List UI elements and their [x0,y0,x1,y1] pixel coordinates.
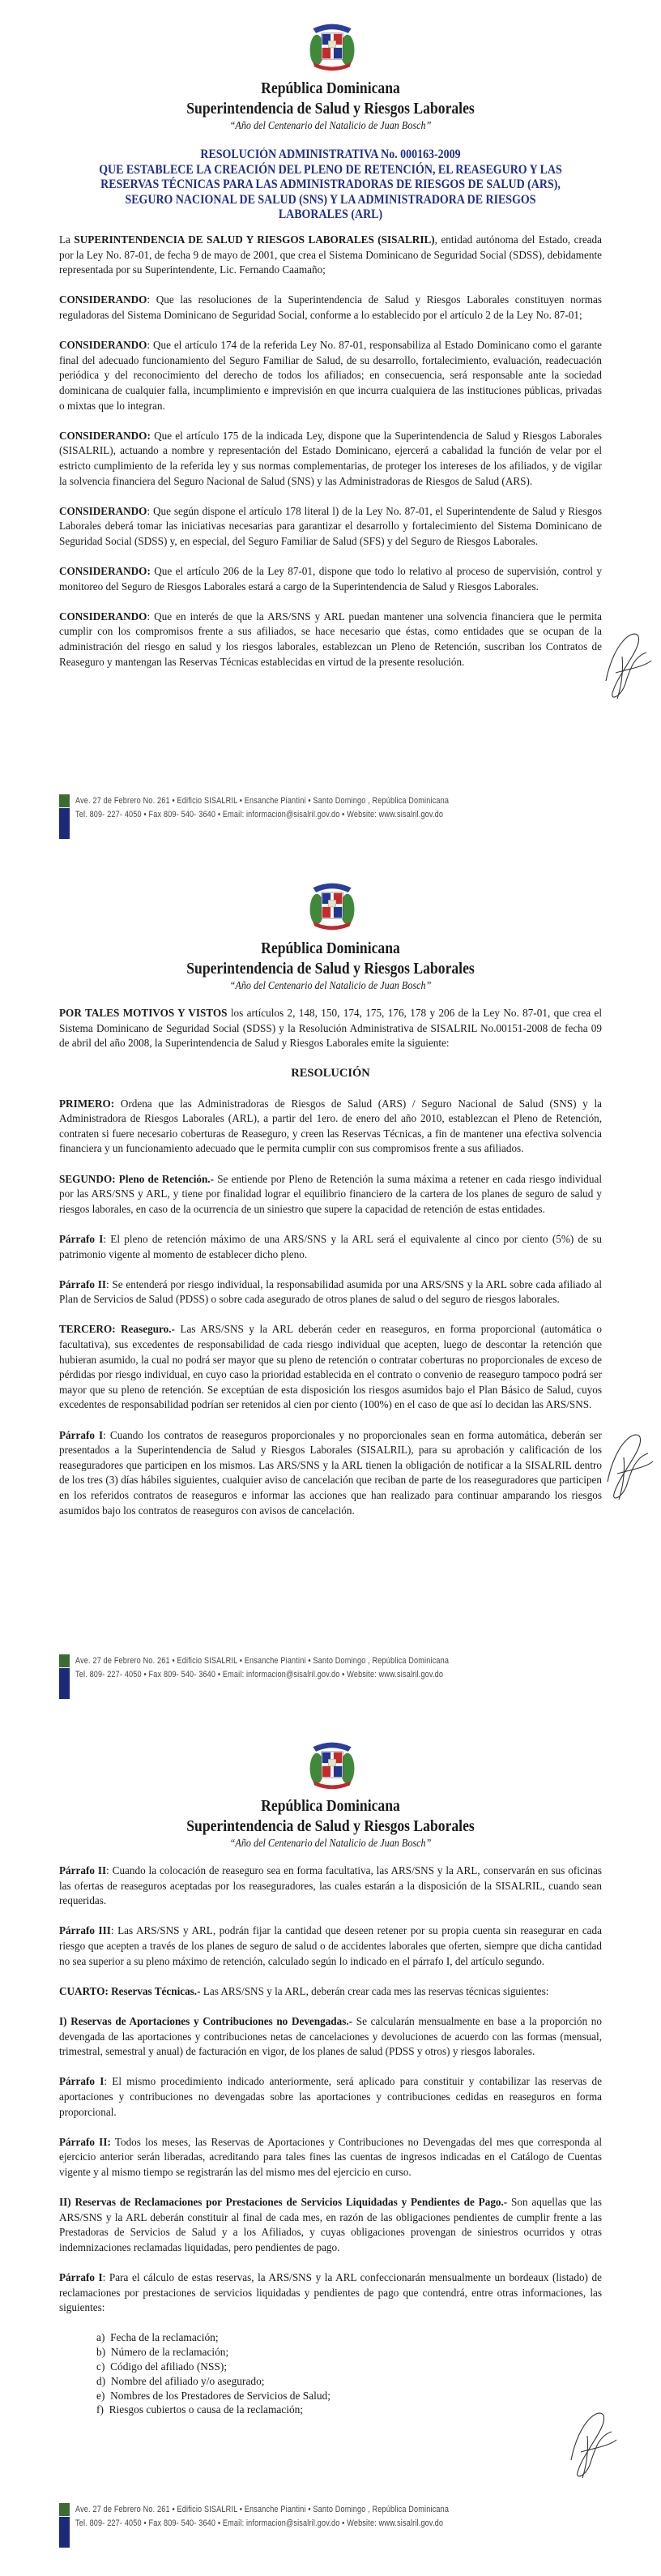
title-line: LABORALES (ARL) [278,208,383,222]
paragraph-text: Son aquellas que las ARS/SNS y la ARL deberán constituir al final de cada mes, en razón de las obligaciones pendientes de cumplir frente a las Prestadoras de Servicios de Salud y a los Afiliados, y cuyas obligaciones provengan de siniestros ocurridos y otras indemnizaciones reclamadas liquidadas, pero pendientes de pago. [59,2196,602,2253]
paragraph-text: Las ARS/SNS y la ARL, deberán crear cada mes las reservas técnicas siguientes: [200,1984,549,1997]
paragraph-text: Número de la reclamación; [110,2346,229,2359]
coat-of-arms-icon [305,18,359,75]
footer-address: Ave. 27 de Febrero No. 261 • Edificio SISALRIL • Ensanche Piantini • Santo Domingo , República Dominicana [75,2505,450,2514]
paragraph-text: Fecha de la reclamación; [110,2331,219,2344]
bold-label: SEGUNDO: Pleno de Retención.- [59,1172,214,1185]
signature-icon [599,1425,656,1506]
paragraph-text: Que el artículo 174 de la referida Ley No. 87-01, responsabiliza al Estado Dominicano como el garante final del adecuado funcionamiento del Seguro Familiar de Salud, de su desarrollo, fortalecimiento, evaluación, readecuación periódica y del reconocimiento del derecho de todos los afiliados; en consecuencia, será responsable ante la sociedad dominicana de cualquier falla, incumplimiento e imprevisión en que incurra cualquiera de las instituciones públicas, privadas o mixtas que lo integran. [59,339,602,412]
por-tales-paragraph [59,1006,602,1051]
paragraph-text: Se calcularán mensualmente en base a la proporción no devengada de las aportaciones y contribuciones netas de cancelaciones y devoluciones de acuerdo con las formas (mensual, trimestral, semestral y anual) de facturación en vigor, de los planes de salud (PDSS y otros) y riesgos laborales. [59,2014,602,2058]
paragraph-text: : Cuando la colocación de reaseguro sea en forma facultativa, las ARS/SNS y la ARL, conservarán en sus oficinas las ofertas de reaseguros aceptadas por los reaseguradores, las cuales estarán a la disposición de la SISALRIL, cuando sean requeridas. [59,1864,603,1907]
paragraph-text: Que en interés de que la ARS/SNS y ARL puedan mantener una solvencia financiera que le permita cumplir con los compromisos frente a sus afiliados, se hace necesario que éstas, como entidades que se ocupan de la administración del riesgo en salud y los riesgos laborales, establezcan un Pleno de Retención, suscriban los Contratos de Reaseguro y mantengan las Reservas Técnicas establecidas en virtud de la presente resolución. [59,610,602,668]
footer-blue-bar [59,2517,70,2548]
letterhead [0,1796,661,1850]
signature-icon [563,2403,620,2484]
considerando-paragraph [59,610,602,670]
footer-green-bar [59,2503,70,2516]
motto: “Año del Centenario del Natalicio de Juan Bosch” [229,119,432,131]
paragraph-text: Todos los meses, las Reservas de Aportaciones y Contribuciones no Devengadas del mes que corresponda al ejercicio anterior serán liberadas, acreditando para tales fines las cuentas de ingresos indicadas en el Catálogo de Cuentas vigente y al mismo tiempo se registrarán las del mismo mes del ejercicio en curso. [59,2135,602,2178]
considerando-paragraph [59,564,602,594]
paragraph-text: : El pleno de retención máximo de una ARS/SNS y la ARL será el equivalente al cinco por ciento (5%) de su patrimonio vigente al momento de establecer dicho pleno. [59,1232,602,1260]
considerando-paragraph [59,293,602,323]
bold-label: CONSIDERANDO [59,504,147,517]
page-3-body [59,1864,602,2417]
bold-label: Párrafo II: [59,2135,111,2148]
bold-label: CUARTO: Reservas Técnicas.- [59,1984,201,1997]
article-paragraph [59,2074,602,2120]
article-paragraph [59,2195,602,2255]
paragraph-text: e) [96,2389,105,2402]
paragraph-text: b) [96,2346,106,2359]
article-paragraph [59,1232,602,1262]
footer-green-bar [59,1654,70,1667]
paragraph-text: Nombre del afiliado y/o asegurado; [110,2374,265,2387]
article-paragraph [59,1923,602,1969]
country-name: República Dominicana [261,79,400,97]
paragraph-text: Que según dispone el artículo 178 literal l) de la Ley No. 87-01, el Superintendente de Salud y Riesgos Laborales deberá tomar las iniciativas necesarias para garantizar el desarrollo y fortalecimiento del Sistema Dominicano de Seguridad Social (SDSS) y, en especial, del Seguro Familiar de Salud (SFS) y del Seguro de Riesgos Laborales. [59,504,602,547]
claim-fields-list [59,2330,602,2417]
footer-blue-bar [59,808,70,839]
paragraph-text: Las ARS/SNS y la ARL deberán ceder en reaseguros, en forma proporcional (automática o facultativa), sus excedentes de responsabilidad de cada riesgo individual que acepten, luego de descontar la retención que hubieran asumido, la cual no podrá ser mayor que su pleno de retención o contratar coberturas no proporcionales de exceso de pérdidas por riesgo individual, en cuyo caso la prioridad establecida en el contrato o convenio de reaseguro tampoco podrá ser mayor que su pleno de retención. Se exceptúan de esta disposición los riesgos asumidos bajo el Plan Básico de Salud, cuyos excedentes de responsabilidad podrían ser retenidos al cien por ciento (100%) en el caso de que así lo decidan las ARS/SNS. [59,1323,602,1411]
letterhead [0,79,661,132]
agency-name: Superintendencia de Salud y Riesgos Laborales [186,1817,475,1835]
paragraph-text: a) [96,2331,105,2344]
considerando-paragraph [59,504,602,550]
article-paragraph [59,1277,602,1307]
country-name: República Dominicana [261,1797,400,1815]
considerando-paragraph [59,429,602,489]
bold-label: POR TALES MOTIVOS Y VISTOS [59,1007,228,1019]
paragraph-text: f) [96,2403,104,2416]
article-paragraph [59,1864,602,1909]
paragraph-text: Nombres de los Prestadores de Servicios de Salud; [110,2389,330,2402]
page-1-body [59,233,602,685]
bold-label: II) Reservas de Reclamaciones por Prestaciones de Servicios Liquidadas y Pendientes de Pago.- [59,2196,508,2209]
list-item [96,2345,602,2360]
considerando-paragraph [59,338,602,413]
page-footer [59,2503,610,2548]
letterhead [0,939,661,992]
paragraph-text: : [147,339,153,352]
article-paragraph [59,1172,602,1217]
bold-label: CONSIDERANDO [59,339,147,352]
paragraph-text: : Se entenderá por riesgo individual, la responsabilidad asumida por una ARS/SNS y la ARL sobre cada afiliado al Plan de Servicios de Salud (PDSS) o sobre cada asegurado de otros planes de salud o del seguro de riesgos laborales. [59,1277,602,1306]
page-footer [59,1654,610,1699]
paragraph-text: Código del afiliado (NSS); [110,2360,228,2373]
bold-label: CONSIDERANDO: [59,565,151,578]
paragraph-text: los artículos 2, 148, 150, 174, 175, 176, 178 y 206 de la Ley No. 87-01, que crea el Sistema Dominicano de Seguridad Social (SDSS) y la Resolución Administrativa de SISALRIL No.00151-2008 de fecha 09 de abril del año 2008, la Superintendencia de Salud y Riesgos Laborales emite la siguiente: [59,1007,602,1050]
article-paragraph [59,1428,602,1519]
coat-of-arms-icon [305,877,359,934]
paragraph-text: : [147,504,153,517]
bold-label: Párrafo I [59,2075,104,2088]
page-2 [0,843,661,1718]
intro-paragraph [59,233,602,278]
paragraph-text: Que el artículo 175 de la indicada Ley, dispone que la Superintendencia de Salud y Riesgos Laborales (SISALRIL), actuando a nombre y representación del Estado Dominicano, ejercerá a cabalidad la función de velar por el estricto cumplimiento de la referida ley y sus normas complementarias, de proteger los intereses de los afiliados, y de vigilar la solvencia financiera del Seguro Nacional de Salud (SNS) y las Administradoras de Riesgos de Salud (ARS). [59,429,603,487]
footer-contact: Tel. 809- 227- 4050 • Fax 809- 540- 3640 • Email: informacion@sisalril.gov.do • Website: www.sisalril.gov.do [75,810,444,819]
bold-label: Párrafo I [59,2271,103,2284]
footer-blue-bar [59,1668,70,1699]
title-line: SEGURO NACIONAL DE SALUD (SNS) Y LA ADMINISTRADORA DE RIESGOS [125,192,536,207]
page-2-body [59,1006,602,1534]
resolucion-heading: RESOLUCIÓN [291,1067,370,1080]
bold-label: Párrafo I [59,1232,104,1245]
footer-address: Ave. 27 de Febrero No. 261 • Edificio SISALRIL • Ensanche Piantini • Santo Domingo , República Dominicana [75,1656,450,1666]
motto: “Año del Centenario del Natalicio de Juan Bosch” [229,1837,432,1849]
bold-label: Párrafo I [59,1428,104,1441]
footer-address: Ave. 27 de Febrero No. 261 • Edificio SISALRIL • Ensanche Piantini • Santo Domingo , República Dominicana [75,796,450,806]
agency-name: Superintendencia de Salud y Riesgos Laborales [186,100,475,118]
resolution-title [84,148,577,223]
page-footer [59,794,610,839]
title-line: QUE ESTABLECE LA CREACIÓN DEL PLENO DE RETENCIÓN, EL REASEGURO Y LAS [99,162,562,177]
bold-label: CONSIDERANDO [59,610,147,623]
list-item [96,2374,602,2389]
agency-name: Superintendencia de Salud y Riesgos Laborales [186,960,475,978]
bold-label: TERCERO: Reaseguro.- [59,1323,175,1336]
paragraph-text: Riesgos cubiertos o causa de la reclamación; [109,2403,304,2416]
paragraph-text: c) [96,2360,105,2373]
bold-label: CONSIDERANDO: [59,429,151,442]
paragraph-text: La [59,233,75,246]
paragraph-text: Que las resoluciones de la Superintendencia de Salud y Riesgos Laborales constituyen normas reguladoras del Sistema Dominicano de Seguridad Social, conforme a lo establecido por el artículo 2 de la Ley No. 87-01; [59,293,602,321]
article-paragraph [59,1984,602,2000]
article-paragraph [59,1097,602,1157]
article-paragraph [59,1322,602,1413]
bold-label: Párrafo II [59,1864,107,1876]
article-paragraph [59,2135,602,2180]
list-item [96,2403,602,2417]
title-line: RESERVAS TÉCNICAS PARA LAS ADMINISTRADORAS DE RIESGOS DE SALUD (ARS), [100,178,561,192]
bold-label: CONSIDERANDO [59,293,147,306]
list-item [96,2360,602,2374]
footer-contact: Tel. 809- 227- 4050 • Fax 809- 540- 3640 • Email: informacion@sisalril.gov.do • Website: www.sisalril.gov.do [75,1670,444,1680]
page-1 [0,0,661,843]
paragraph-text: : El mismo procedimiento indicado anteriormente, será aplicado para constituir y contabilizar las reservas de aportaciones y contribuciones no devengadas sobre las aportaciones y contribuciones cedidas en reaseguros en forma proporcional. [59,2075,602,2118]
article-paragraph [59,2270,602,2316]
paragraph-text: Que el artículo 206 de la Ley 87-01, dispone que todo lo relativo al proceso de supervisión, control y monitoreo del Seguro de Riesgos Laborales estará a cargo de la Superintendencia de Salud y Riesgos Laborales. [59,565,602,593]
article-paragraph [59,2014,602,2060]
bold-label: Párrafo II [59,1277,106,1290]
bold-label: I) Reservas de Aportaciones y Contribuciones no Devengadas.- [59,2014,353,2027]
paragraph-text: : [147,610,155,623]
page-3 [0,1718,661,2576]
paragraph-text: Se entiende por Pleno de Retención la suma máxima a retener en cada riesgo individual por las ARS/SNS y ARL, y tiene por finalidad lograr el equilibrio financiero de la cartera de los planes de seguro de salud y riesgos laborales, en caso de la ocurrencia de un siniestro que supere la capacidad de retención de estas entidades. [59,1172,603,1215]
country-name: República Dominicana [261,939,400,957]
sisalril-name: SUPERINTENDENCIA DE SALUD Y RIESGOS LABORALES (SISALRIL) [74,233,435,246]
bold-label: PRIMERO: [59,1097,115,1110]
paragraph-text: d) [96,2374,106,2387]
title-line: RESOLUCIÓN ADMINISTRATIVA No. 000163-2009 [200,148,461,161]
paragraph-text: Ordena que las Administradoras de Riesgos de Salud (ARS) / Seguro Nacional de Salud (SNS) y la Administradora de Riesgos Laborales (ARL), a partir del 1ero. de enero del año 2010, establezcan el Pleno de Retención, contraten si fuere necesario coberturas de Reaseguro, y creen las Reservas Técnicas, a fin de mantener una efectiva solvencia financiera y un funcionamiento adecuado que le permita cumplir con sus compromisos frente a sus afiliados. [59,1097,602,1155]
signature-icon [598,624,655,705]
bold-label: Párrafo III [59,1924,111,1937]
footer-green-bar [59,794,70,807]
list-item [96,2389,602,2403]
motto: “Año del Centenario del Natalicio de Juan Bosch” [229,979,432,991]
paragraph-text: : Para el cálculo de estas reservas, la ARS/SNS y la ARL confeccionarán mensualmente un bordeaux (listado) de reclamaciones por prestaciones de servicios liquidadas y pendientes de pago que contendrá, entre otras informaciones, las siguientes: [59,2271,602,2314]
paragraph-text: : [147,293,156,306]
paragraph-text: , entidad autónoma del Estado, creada por la Ley No. 87-01, de fecha 9 de mayo de 2001, que crea el Sistema Dominicano de Seguridad Social (SDSS), debidamente representada por su Superintendente, Lic. Fernando Caamaño; [59,233,602,276]
coat-of-arms-icon [305,1736,359,1793]
footer-contact: Tel. 809- 227- 4050 • Fax 809- 540- 3640 • Email: informacion@sisalril.gov.do • Website: www.sisalril.gov.do [75,2518,444,2528]
paragraph-text: : Cuando los contratos de reaseguros proporcionales y no proporcionales sean en forma automática, deberán ser presentados a la Superintendencia de Salud y Riesgos Laborales (SISALRIL), para su aprobación y calificación de los reaseguradores que participen en los mismos. Las ARS/SNS y la ARL tienen la obligación de notificar a la SISALRIL dentro de los tres (3) días hábiles siguientes, cualquier aviso de cancelación que reciban de parte de los reaseguradores que participen en los referidos contratos de reaseguros e informar las acciones que han realizado para continuar amparando los riesgos asumidos bajo los contratos de reaseguros con avisos de cancelación. [59,1428,602,1517]
paragraph-text: : Las ARS/SNS y ARL, podrán fijar la cantidad que deseen retener por su propia cuenta sin reasegurar en cada riesgo que acepten a través de los planes de seguro de salud o de accidentes laborales que oferten, siempre que dicha cantidad no sea superior a su pleno máximo de retención, calculado según lo indicado en el párrafo I, del artículo segundo. [59,1924,602,1967]
list-item [96,2330,602,2345]
